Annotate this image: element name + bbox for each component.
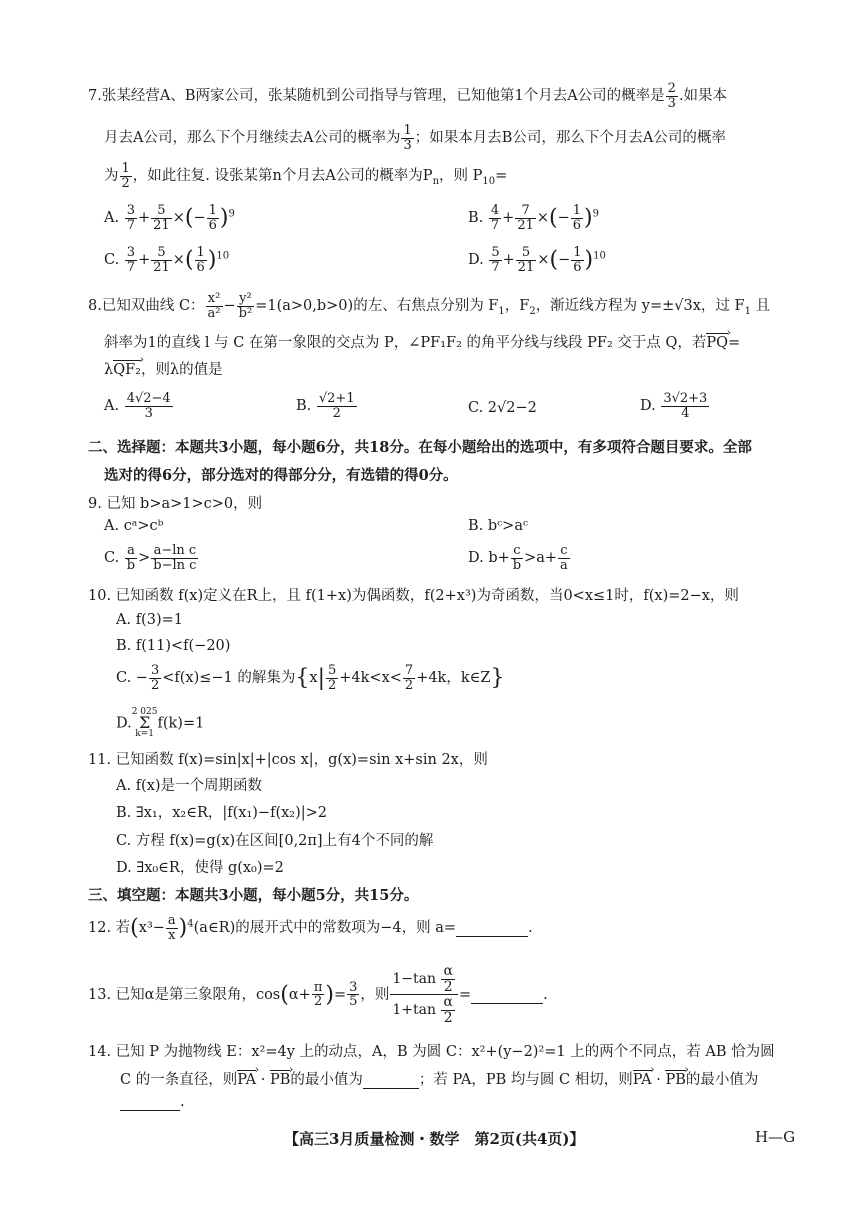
q13-answer-blank[interactable] bbox=[471, 987, 543, 1004]
q9-option-c: C. $\frac{a}{b}$ > $\frac{\text{a−ln c}}{\text{b−ln c}}$ bbox=[104, 543, 197, 573]
q10-option-d: D.2 025 Σ k=1f(k)=1 bbox=[116, 707, 205, 740]
q7-line2: 月去A公司，那么下个月继续去A公司的概率为 $\frac{1}{3}$ ；如果本月去B公司，那么下个月去A公司的概率 bbox=[104, 123, 726, 153]
q10-option-a: A. f(3)=1 bbox=[116, 612, 183, 628]
q7-line3: 为 $\frac{1}{2}$ ，如此往复. 设张某第n个月去A公司的概率为$P_n$，则 $P_{10}=$ bbox=[104, 161, 508, 191]
q12-line: 12. 若(x³− $\frac{a}{x}$ )$^4$(a∈R)的展开式中的常数项为−4，则 a= . bbox=[88, 913, 533, 943]
q9-option-b: B. bᶜ>aᶜ bbox=[468, 518, 528, 534]
section2-heading: 二、选择题：本题共3小题，每小题6分，共18分。在每小题给出的选项中，有多项符合题目要求。全部 bbox=[88, 439, 752, 456]
q8-option-c: C. 2√2−2 bbox=[468, 400, 537, 416]
q8-option-d: D. $\frac{3√2+3}{4}$ bbox=[640, 391, 708, 421]
q11-option-b: B. ∃x₁，x₂∈R，|f(x₁)−f(x₂)|>2 bbox=[116, 805, 328, 821]
q11-stem: 11. 已知函数 f(x)=sin|x|+|cos x|，g(x)=sin x+sin 2x，则 bbox=[88, 752, 488, 768]
q14-line3: . bbox=[120, 1094, 185, 1111]
q7-option-d: D. $\frac{5}{7}$ + $\frac{5}{21}$ ×(− $\frac{1}{6}$ )$^{10}$ bbox=[468, 245, 606, 275]
footer-center-text: 【高三3月质量检测・数学 第2页(共4页)】 bbox=[284, 1130, 585, 1148]
q7-option-a: A. $\frac{3}{7}$ + $\frac{5}{21}$ ×(− $\frac{1}{6}$ )$^9$ bbox=[104, 203, 235, 233]
q12-answer-blank[interactable] bbox=[456, 920, 528, 937]
q8-line3: λQF₂ ›，则λ的值是 bbox=[104, 358, 223, 379]
q8-option-b: B. $\frac{√2+1}{2}$ bbox=[296, 391, 355, 421]
q8-option-a: A. $\frac{4√2-4}{3}$ bbox=[104, 391, 171, 421]
q9-stem: 9. 已知 b>a>1>c>0，则 bbox=[88, 496, 263, 512]
footer-right-code: H—G bbox=[755, 1128, 796, 1146]
q14-answer-blank-1[interactable] bbox=[363, 1072, 419, 1089]
q13-line: 13. 已知α是第三象限角，cos(α+ $\frac{\pi}{2}$ )= $\frac{3}{5}$ ，则 1−tan $\frac{\alpha}{2}$ 1+tan $\frac{\alpha}{2}$ = . bbox=[88, 963, 548, 1027]
section3-heading: 三、填空题：本题共3小题，每小题5分，共15分。 bbox=[88, 887, 419, 904]
q10-option-b: B. f(11)<f(−20) bbox=[116, 638, 231, 654]
q14-answer-blank-2[interactable] bbox=[120, 1094, 180, 1111]
q11-option-c: C. 方程 f(x)=g(x)在区间[0,2π]上有4个不同的解 bbox=[116, 833, 434, 849]
q9-option-a: A. cᵃ>cᵇ bbox=[104, 518, 164, 534]
q7-line1: 7.张某经营A、B两家公司，张某随机到公司指导与管理，已知他第1个月去A公司的概率是 $\frac{2}{3}$ .如果本 bbox=[88, 81, 728, 111]
q8-line1: 8.已知双曲线 C： $\frac{\text{x²}}{\text{a²}}$ − $\frac{\text{y²}}{\text{b²}}$ =1(a>0,b>0)的左、右焦点分别为 $F_1$，$F_2$，渐近线方程为 y=±√3x，过 $F_1$ 且 bbox=[88, 291, 771, 321]
q8-line2: 斜率为1的直线 l 与 C 在第一象限的交点为 P，∠PF₁F₂ 的角平分线与线段 PF₂ 交于点 Q，若PQ ›= bbox=[104, 331, 740, 352]
q14-line1: 14. 已知 P 为抛物线 E：x²=4y 上的动点，A，B 为圆 C：x²+(y−2)²=1 上的两个不同点，若 AB 恰为圆 bbox=[88, 1044, 775, 1060]
q10-option-c: C. − $\frac{3}{2}$ <f(x)≤−1 的解集为{x| $\frac{5}{2}$ +4k<x< $\frac{7}{2}$ +4k，k∈Z} bbox=[116, 663, 505, 693]
section2-heading-cont: 选对的得6分，部分选对的得部分分，有选错的得0分。 bbox=[104, 467, 458, 484]
q10-stem: 10. 已知函数 f(x)定义在R上，且 f(1+x)为偶函数，f(2+x³)为奇函数，当0<x≤1时，f(x)=2−x，则 bbox=[88, 588, 739, 604]
q11-option-a: A. f(x)是一个周期函数 bbox=[116, 778, 263, 794]
q9-option-d: D. b+ $\frac{c}{b}$ >a+ $\frac{c}{a}$ bbox=[468, 543, 568, 573]
q14-line2: C 的一条直径，则PA › · PB ›的最小值为 ；若 PA，PB 均与圆 C 相切，则PA › · PB ›的最小值为 bbox=[120, 1068, 758, 1089]
q7-option-b: B. $\frac{4}{7}$ + $\frac{7}{21}$ ×(− $\frac{1}{6}$ )$^9$ bbox=[468, 203, 600, 233]
q7-option-c: C. $\frac{3}{7}$ + $\frac{5}{21}$ ×( $\frac{1}{6}$ )$^{10}$ bbox=[104, 245, 230, 275]
q11-option-d: D. ∃x₀∈R，使得 g(x₀)=2 bbox=[116, 860, 284, 876]
